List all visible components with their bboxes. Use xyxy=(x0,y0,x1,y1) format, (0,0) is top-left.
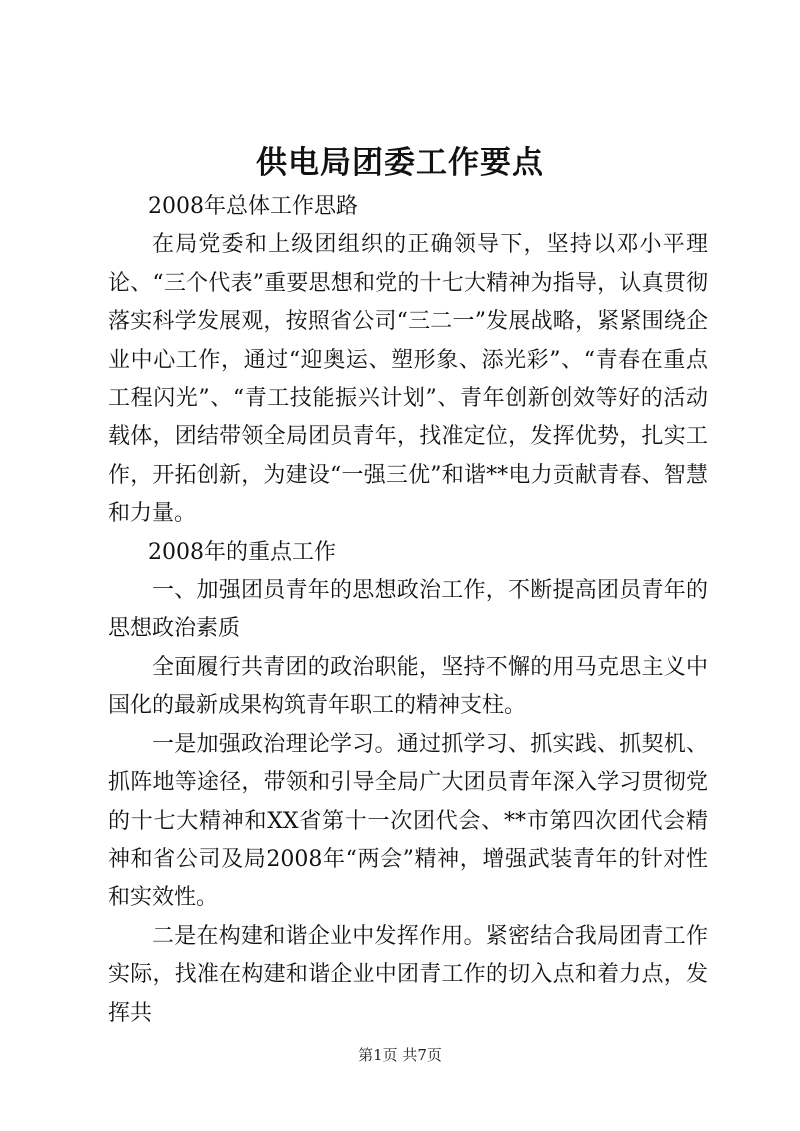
document-body xyxy=(108,188,708,1033)
section-heading-key-work: 2008年的重点工作 xyxy=(148,539,336,565)
subsection-heading-political-work: 一、加强团员青年的思想政治工作，不断提高团员青年的思想政治素质 xyxy=(108,578,708,642)
paragraph-harmonious-enterprise: 二是在构建和谐企业中发挥作用。紧密结合我局团青工作实际，找准在构建和谐企业中团青工作的切入点和着力点，发挥共 xyxy=(108,923,708,1026)
section-heading-overall-approach: 2008年总体工作思路 xyxy=(148,194,358,219)
paragraph-political-function: 全面履行共青团的政治职能，坚持不懈的用马克思主义中国化的最新成果构筑青年职工的精神支柱。 xyxy=(108,654,708,719)
page-number-footer: 第1页 共7页 xyxy=(358,1046,442,1064)
document-title: 供电局团委工作要点 xyxy=(256,145,544,181)
paragraph-overall-approach: 在局党委和上级团组织的正确领导下，坚持以邓小平理论、“三个代表”重要思想和党的十七大精神为指导，认真贯彻落实科学发展观，按照省公司“三二一”发展战略，紧紧围绕企业中心工作，通过“迎奥运、塑形象、添光彩”、“青春在重点工程闪光”、“青工技能振兴计划”、青年创新创效等好的活动载体，团结带领全局团员青年，找准定位，发挥优势，扎实工作，开拓创新，为建设“一强三优”和谐**电力贡献青春、智慧和力量。 xyxy=(108,232,708,527)
paragraph-theory-study: 一是加强政治理论学习。通过抓学习、抓实践、抓契机、抓阵地等途径，带领和引导全局广大团员青年深入学习贯彻党的十七大精神和XX省第十一次团代会、**市第四次团代会精神和省公司及局2008年“两会”精神，增强武装青年的针对性和实效性。 xyxy=(108,731,708,911)
